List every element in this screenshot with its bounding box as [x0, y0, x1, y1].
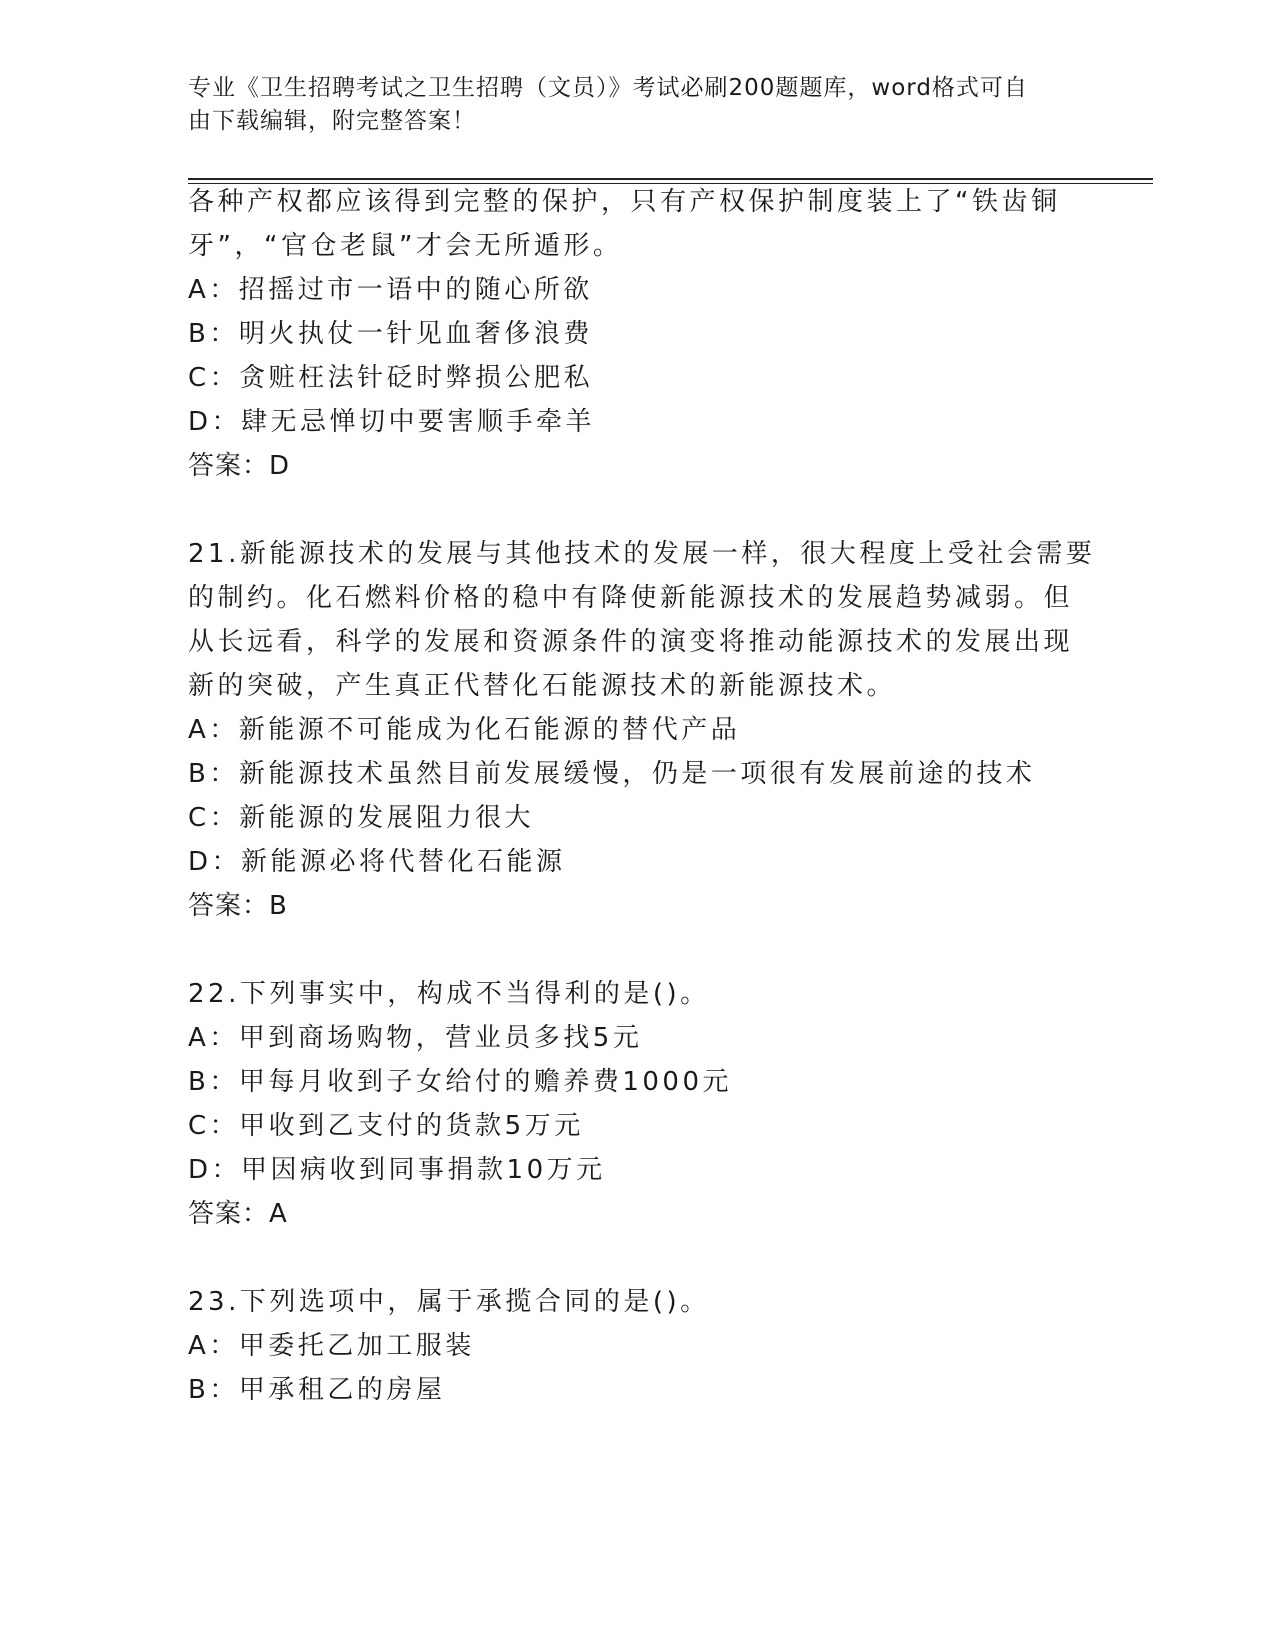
answer-label: 答案：B	[188, 891, 288, 921]
question-stem-line: 23.下列选项中，属于承揽合同的是()。	[188, 1287, 710, 1317]
question-stem-line: 新的突破，产生真正代替化石能源技术的新能源技术。	[188, 671, 897, 701]
option-d: D：甲因病收到同事捐款10万元	[188, 1155, 606, 1185]
answer-label: 答案：A	[188, 1199, 288, 1229]
option-b: B：明火执仗一针见血奢侈浪费	[188, 319, 593, 349]
question-stem-line: 21.新能源技术的发展与其他技术的发展一样，很大程度上受社会需要	[188, 539, 1096, 569]
question-stem-line: 的制约。化石燃料价格的稳中有降使新能源技术的发展趋势减弱。但	[188, 583, 1074, 613]
header-divider-thin	[188, 183, 1153, 184]
question-stem-line: 各种产权都应该得到完整的保护，只有产权保护制度装上了“铁齿铜	[188, 187, 1061, 217]
option-d: D：肆无忌惮切中要害顺手牵羊	[188, 407, 596, 437]
header-title	[188, 72, 1068, 138]
header-divider-thick	[188, 178, 1153, 180]
option-c: C：甲收到乙支付的货款5万元	[188, 1111, 584, 1141]
option-b: B：甲承租乙的房屋	[188, 1375, 446, 1405]
option-c: C：贪赃枉法针砭时弊损公肥私	[188, 363, 594, 393]
answer-label: 答案：D	[188, 451, 291, 481]
option-a: A：甲委托乙加工服装	[188, 1331, 475, 1361]
header-line-1: 专业《卫生招聘考试之卫生招聘（文员）》考试必刷200题题库，word格式可自	[188, 75, 1028, 101]
option-a: A：招摇过市一语中的随心所欲	[188, 275, 593, 305]
option-b: B：甲每月收到子女给付的赡养费1000元	[188, 1067, 733, 1097]
question-stem-line: 从长远看，科学的发展和资源条件的演变将推动能源技术的发展出现	[188, 627, 1074, 657]
question-stem-line: 牙”，“官仓老鼠”才会无所遁形。	[188, 231, 623, 261]
option-a: A：新能源不可能成为化石能源的替代产品	[188, 715, 741, 745]
header-line-2: 由下载编辑，附完整答案！	[188, 108, 476, 134]
option-a: A：甲到商场购物，营业员多找5元	[188, 1023, 643, 1053]
question-stem-line: 22.下列事实中，构成不当得利的是()。	[188, 979, 710, 1009]
option-d: D：新能源必将代替化石能源	[188, 847, 566, 877]
option-b: B：新能源技术虽然目前发展缓慢，仍是一项很有发展前途的技术	[188, 759, 1036, 789]
option-c: C：新能源的发展阻力很大	[188, 803, 535, 833]
